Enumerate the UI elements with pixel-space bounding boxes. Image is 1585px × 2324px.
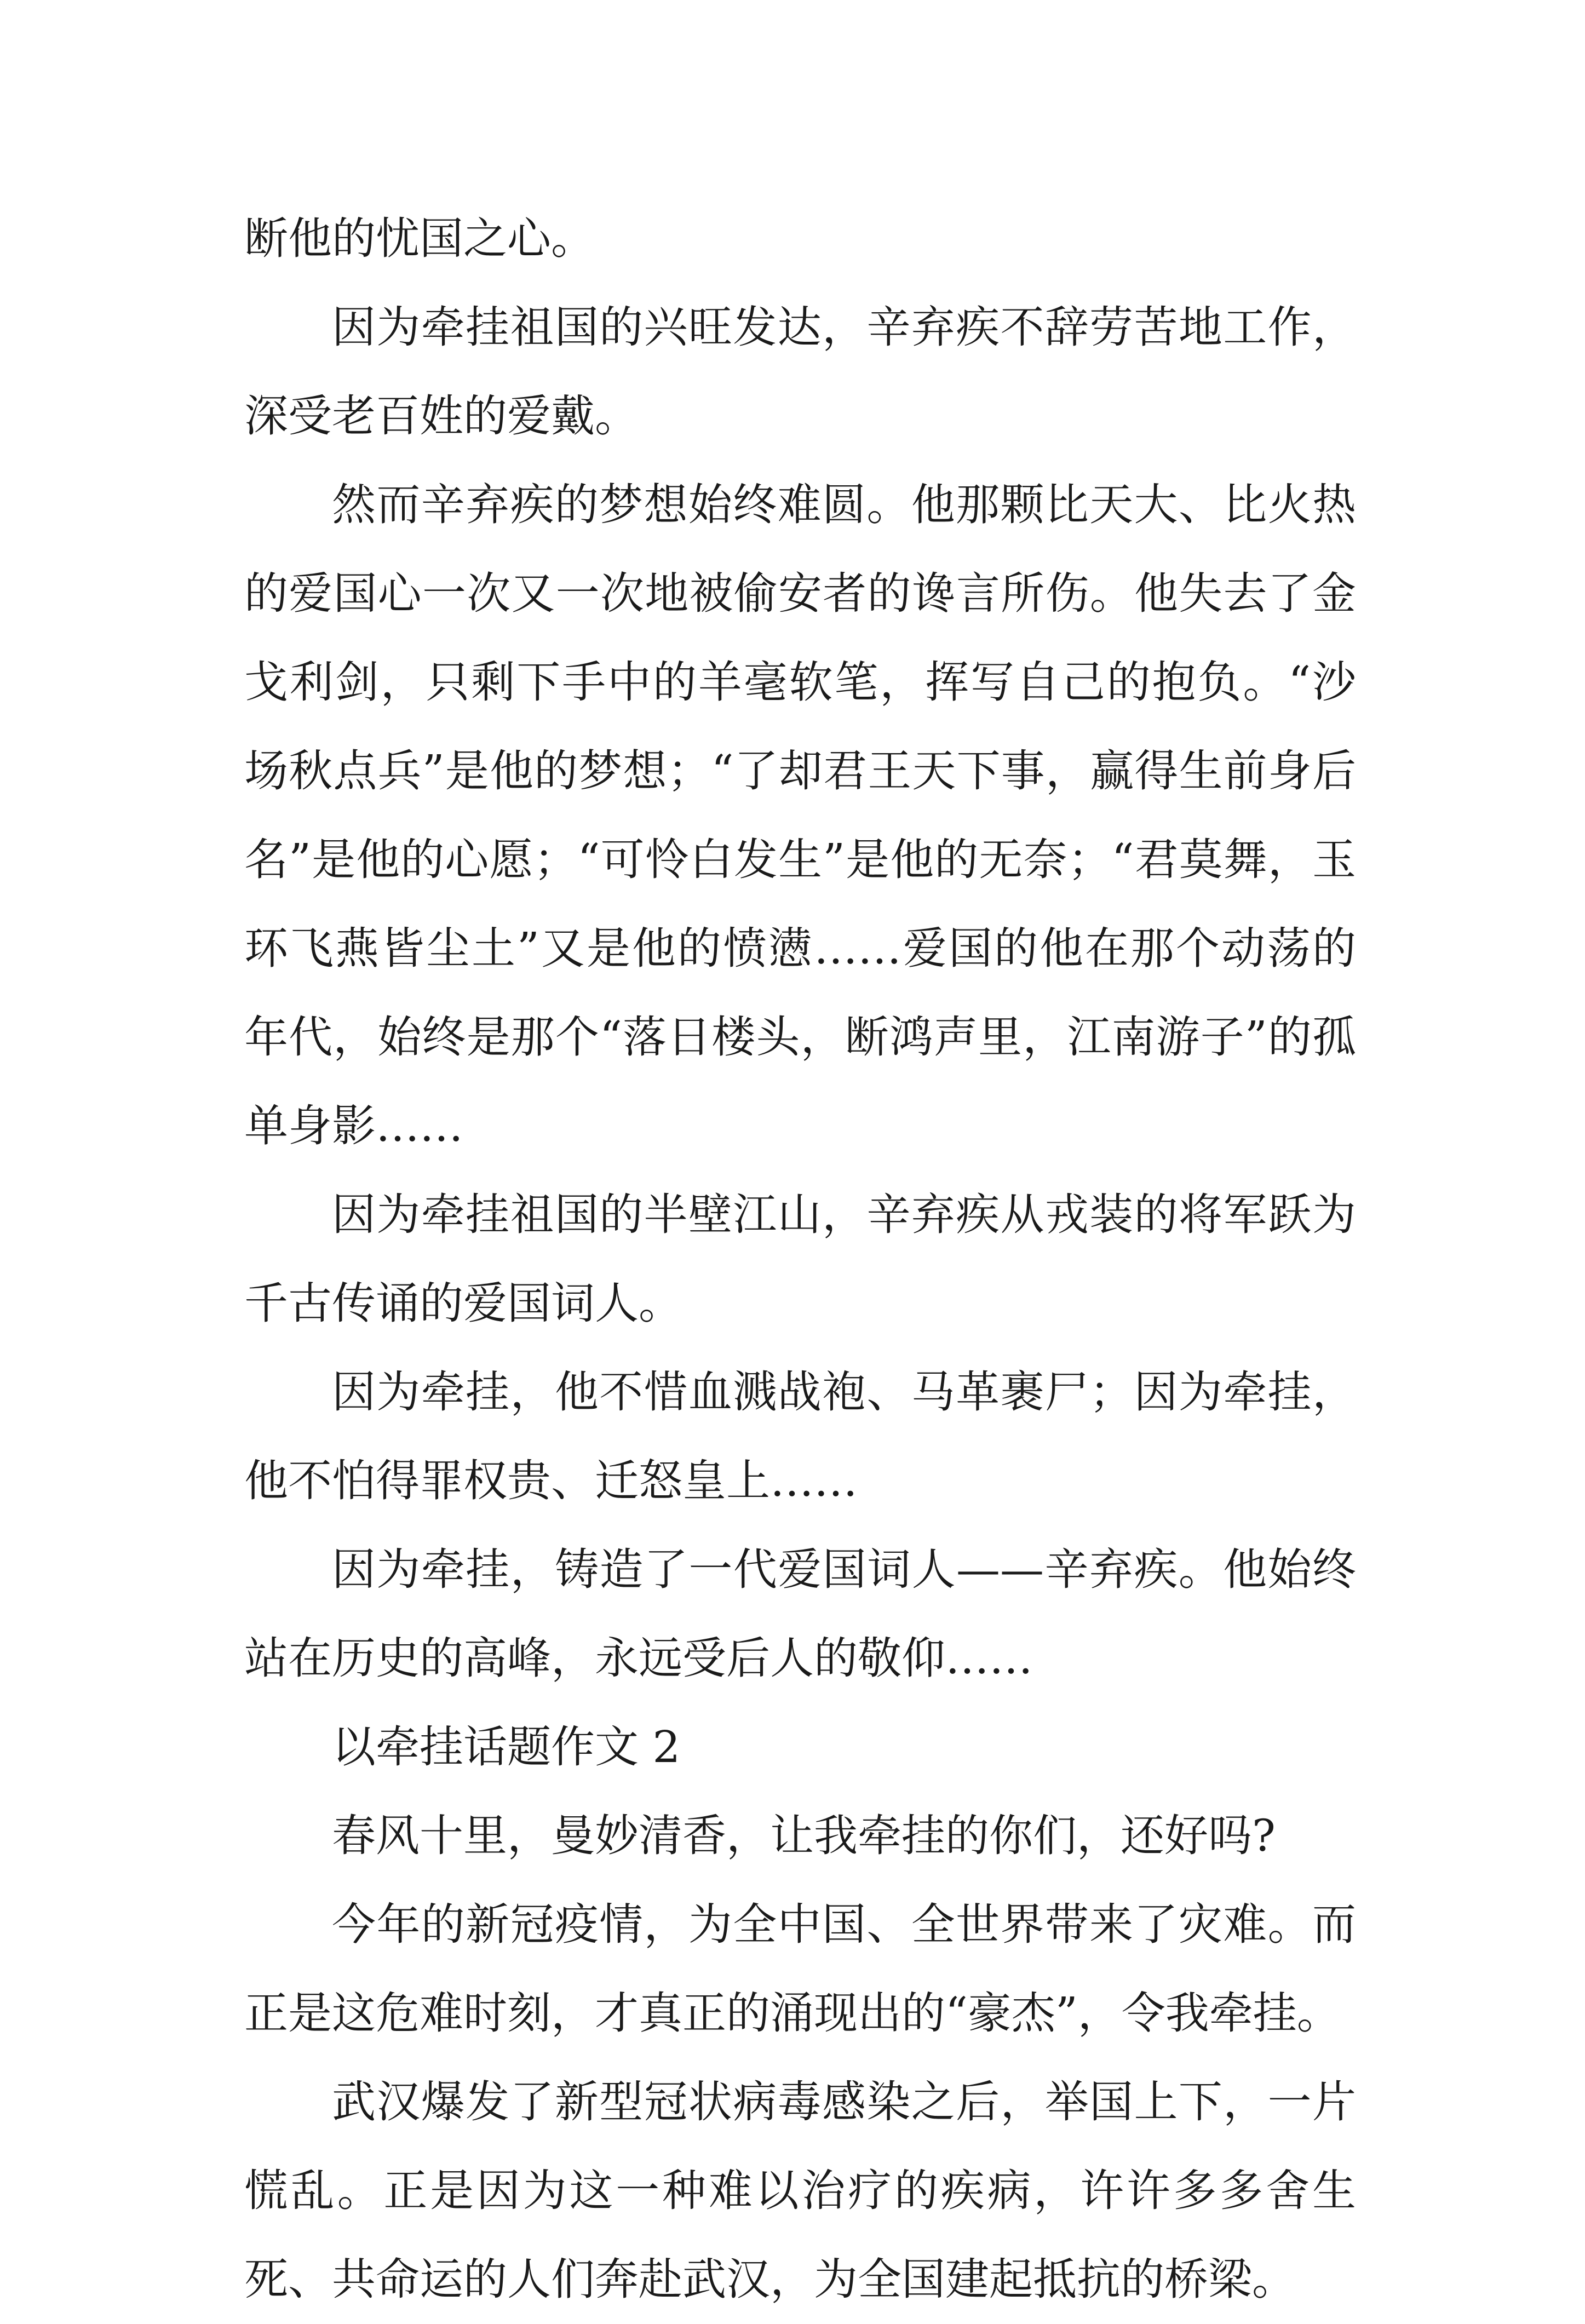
paragraph-4: 因为牵挂祖国的半壁江山，辛弃疾从戎装的将军跃为千古传诵的爱国词人。 [244,1189,1356,1329]
paragraph-2: 因为牵挂祖国的兴旺发达，辛弃疾不辞劳苦地工作，深受老百姓的爱戴。 [244,302,1356,441]
document-body [244,194,1356,2324]
paragraph-8: 今年的新冠疫情，为全中国、全世界带来了灾难。而正是这危难时刻，才真正的涌现出的“豪杰”，令我牵挂。 [244,1899,1356,2039]
paragraph-3: 然而辛弃疾的梦想始终难圆。他那颗比天大、比火热的爱国心一次又一次地被偷安者的谗言所伤。他失去了金戈利剑，只剩下手中的羊毫软笔，挥写自己的抱负。“沙场秋点兵”是他的梦想；“了却君王天下事，赢得生前身后名”是他的心愿；“可怜白发生”是他的无奈；“君莫舞，玉环飞燕皆尘土”又是他的愤懑……爱国的他在那个动荡的年代，始终是那个“落日楼头，断鸿声里，江南游子”的孤单身影…… [244,479,1356,1151]
paragraph-1: 断他的忧国之心。 [244,213,595,264]
paragraph-5: 因为牵挂，他不惜血溅战袍、马革裹尸；因为牵挂，他不怕得罪权贵、迁怒皇上…… [244,1367,1356,1506]
paragraph-9: 武汉爆发了新型冠状病毒感染之后，举国上下，一片慌乱。正是因为这一种难以治疗的疾病，许许多多舍生死、共命运的人们奔赴武汉，为全国建起抵抗的桥梁。 [244,2076,1356,2305]
paragraph-7: 春风十里，曼妙清香，让我牵挂的你们，还好吗? [332,1810,1276,1861]
paragraph-6: 因为牵挂，铸造了一代爱国词人——辛弃疾。他始终站在历史的高峰，永远受后人的敬仰…… [244,1544,1356,1684]
essay-heading: 以牵挂话题作文 2 [332,1722,681,1772]
